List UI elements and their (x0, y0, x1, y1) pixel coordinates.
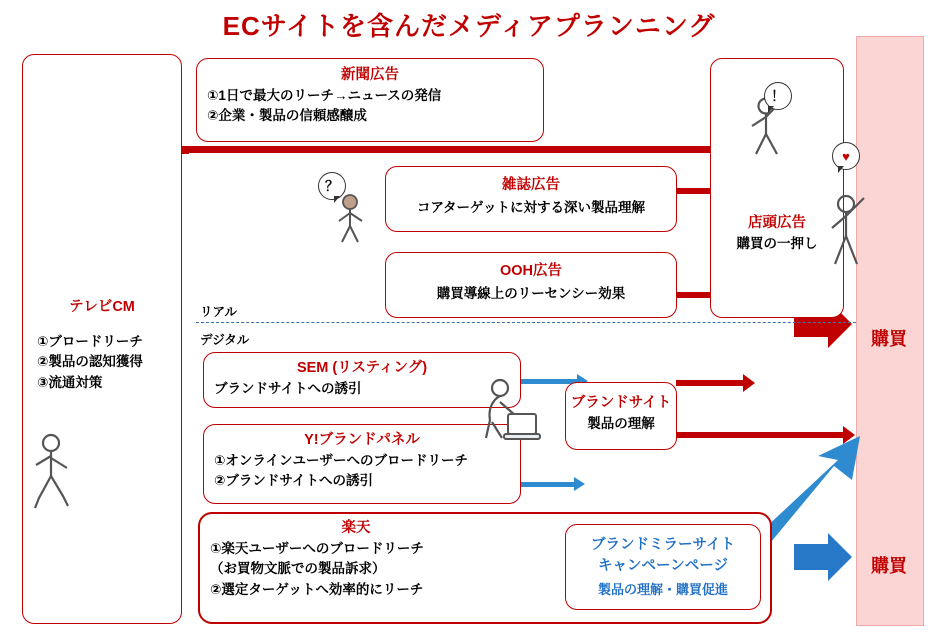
box-rakuten-line-3: ②選定ターゲットへ効率的にリーチ (210, 581, 424, 597)
box-mirror-site-sub: 製品の理解・購買促進 (597, 582, 728, 597)
box-magazine-ad[interactable] (385, 166, 677, 232)
box-rakuten-line-1: ①楽天ユーザーへのブロードリーチ (210, 541, 424, 556)
walking-person-icon (24, 432, 78, 512)
arrow-tv-to-store (182, 146, 712, 153)
box-brand-panel-line-1: ①オンラインユーザーへのブロードリーチ (214, 453, 469, 468)
box-ooh-ad-line-1: 購買導線上のリーセンシー効果 (436, 286, 626, 301)
box-tv-cm-line-3: ③流通対策 (37, 374, 103, 390)
page-title: ECサイトを含んだメディアプランニング (222, 11, 716, 41)
box-tv-cm[interactable] (22, 54, 182, 624)
box-store-ad-header: 店頭広告 (748, 215, 806, 231)
heart-bubble-tail (838, 166, 844, 173)
box-newspaper-ad-line-1: ①1日で最大のリーチ→ニュースの発信 (207, 88, 442, 103)
pc-user-icon (478, 376, 544, 448)
box-magazine-ad-line-1: コアターゲットに対する深い製品理解 (416, 200, 645, 215)
heart-bubble-text: ♥ (842, 148, 850, 164)
box-store-ad-line-1: 購買の一押し (736, 236, 818, 251)
digital-label: デジタル (200, 333, 250, 347)
arrow-tv-trunk-stub (182, 146, 189, 154)
box-mirror-site[interactable] (565, 524, 761, 610)
purchase-label-top: 購買 (871, 329, 907, 349)
question-bubble-tail (334, 196, 340, 203)
box-brand-panel-line-2: ②ブランドサイトへの誘引 (214, 473, 373, 489)
box-brand-site-line-1: 製品の理解 (587, 416, 655, 431)
box-newspaper-ad[interactable] (196, 58, 544, 142)
box-ooh-ad-header: OOH広告 (499, 263, 563, 279)
question-bubble (318, 172, 346, 200)
box-brand-panel[interactable] (203, 424, 521, 504)
box-rakuten[interactable] (206, 516, 506, 600)
box-mirror-site-header-2: キャンペーンページ (598, 558, 728, 574)
box-rakuten-header: 楽天 (341, 520, 371, 536)
box-newspaper-ad-line-2: ②企業・製品の信頼感醸成 (207, 108, 367, 124)
box-newspaper-ad-header: 新聞広告 (341, 67, 399, 83)
box-sem-header: SEM (リスティング) (296, 360, 428, 376)
box-ooh-ad[interactable] (385, 252, 677, 318)
happy-person-icon (820, 168, 880, 270)
real-label: リアル (200, 305, 238, 319)
box-tv-cm-line-2: ②製品の認知獲得 (37, 354, 143, 370)
box-tv-cm-line-1: ①ブロードリーチ (37, 334, 143, 349)
heart-bubble (832, 142, 860, 170)
big-arrow-to-purchase-bottom (794, 533, 854, 581)
box-brand-panel-header: Y!ブランドパネル (304, 432, 420, 448)
box-sem[interactable] (203, 352, 521, 408)
box-mirror-site-header-1: ブランドミラーサイト (591, 537, 735, 553)
purchase-label-bottom: 購買 (871, 556, 907, 576)
question-bubble-text: ？ (325, 178, 339, 194)
arrow-brandsite-to-store (676, 380, 744, 386)
box-brand-site-header: ブランドサイト (570, 395, 672, 411)
box-rakuten-line-2: （お買物文脈での製品訴求） (210, 561, 386, 577)
exclaim-bubble-text: ！ (771, 88, 785, 104)
box-tv-cm-header: テレビCM (69, 299, 135, 315)
exclaim-bubble-tail (768, 106, 774, 113)
box-magazine-ad-header: 雑誌広告 (502, 177, 560, 193)
box-sem-line-1: ブランドサイトへの誘引 (214, 381, 362, 396)
box-brand-site[interactable] (565, 382, 677, 450)
real-digital-divider (196, 322, 856, 323)
